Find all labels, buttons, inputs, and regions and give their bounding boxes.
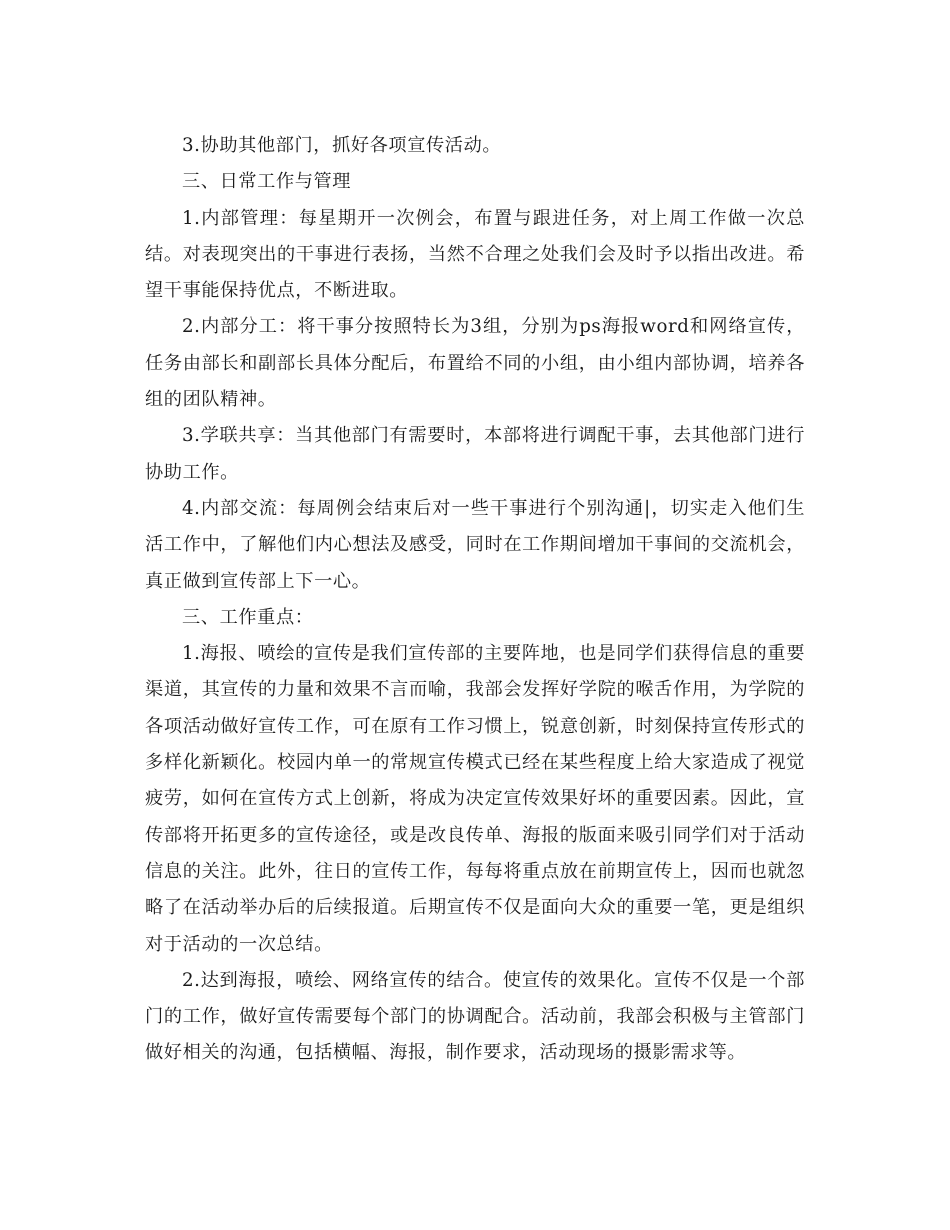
document-body bbox=[145, 128, 805, 1072]
paragraph-poster-publicity: 1.海报、喷绘的宣传是我们宣传部的主要阵地，也是同学们获得信息的重要渠道，其宣传的力量和效果不言而喻，我部会发挥好学院的喉舌作用，为学院的各项活动做好宣传工作，可在原有工作习惯上，锐意创新，时刻保持宣传形式的多样化新颖化。校园内单一的常规宣传模式已经在某些程度上给大家造成了视觉疲劳，如何在宣传方式上创新，将成为决定宣传效果好坏的重要因素。因此，宣传部将开拓更多的宣传途径，或是改良传单、海报的版面来吸引同学们对于活动信息的关注。此外，往日的宣传工作，每每将重点放在前期宣传上，因而也就忽略了在活动举办后的后续报道。后期宣传不仅是面向大众的重要一笔，更是组织对于活动的一次总结。 bbox=[145, 643, 805, 955]
paragraph-assist-other-departments: 3.协助其他部门，抓好各项宣传活动。 bbox=[182, 135, 502, 156]
paragraph-internal-communication: 4.内部交流：每周例会结束后对一些干事进行个别沟通|，切实走入他们生活工作中，了解他们内心想法及感受，同时在工作期间增加干事间的交流机会，真正做到宣传部上下一心。 bbox=[145, 497, 805, 592]
paragraph-internal-division: 2.内部分工：将干事分按照特长为3组，分别为ps海报word和网络宣传，任务由部长和副部长具体分配后，布置给不同的小组，由小组内部协调，培养各组的团队精神。 bbox=[145, 316, 805, 411]
paragraph-combined-publicity: 2.达到海报，喷绘、网络宣传的结合。使宣传的效果化。宣传不仅是一个部门的工作，做好宣传需要每个部门的协调配合。活动前，我部会积极与主管部门做好相关的沟通，包括横幅、海报，制作要求，活动现场的摄影需求等。 bbox=[145, 969, 805, 1064]
section-heading-work-focus: 三、工作重点： bbox=[182, 606, 314, 628]
paragraph-union-sharing: 3.学联共享：当其他部门有需要时，本部将进行调配干事，去其他部门进行协助工作。 bbox=[145, 425, 805, 483]
section-heading-daily-work: 三、日常工作与管理 bbox=[182, 171, 352, 193]
paragraph-internal-management: 1.内部管理：每星期开一次例会，布置与跟进任务，对上周工作做一次总结。对表现突出的干事进行表扬，当然不合理之处我们会及时予以指出改进。希望干事能保持优点，不断进取。 bbox=[145, 207, 805, 302]
